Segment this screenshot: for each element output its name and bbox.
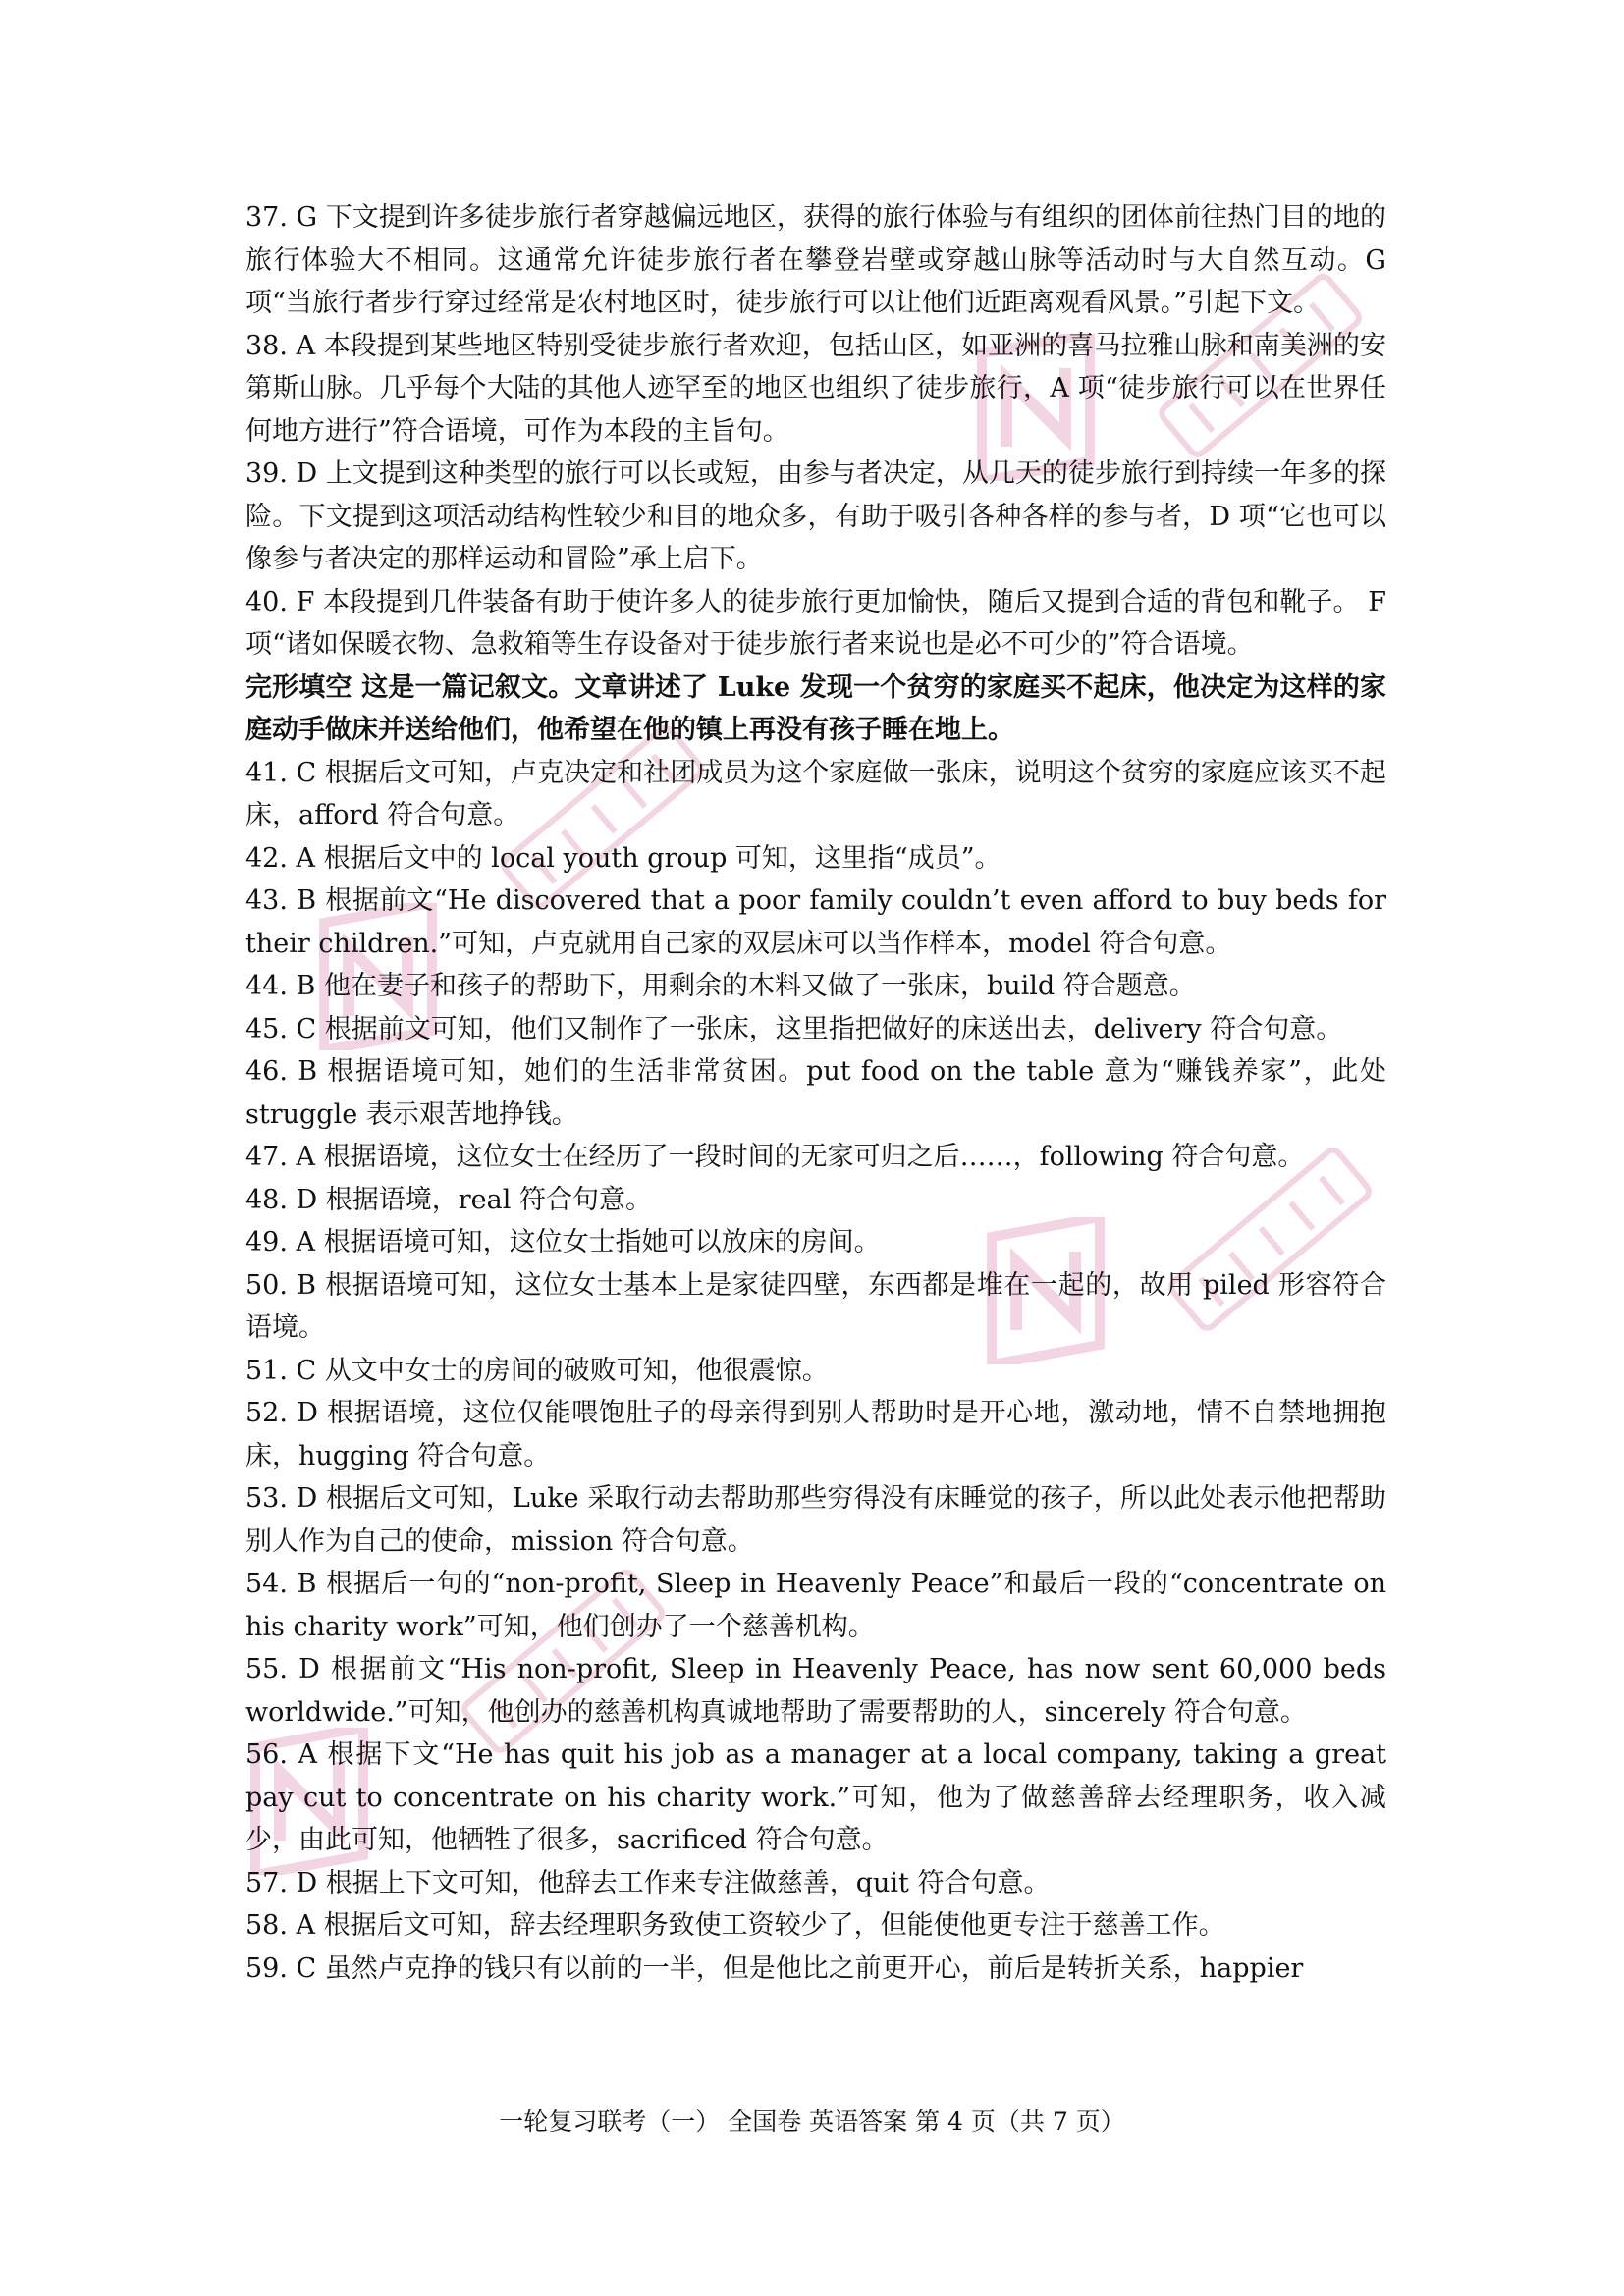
paragraph-58: 58. A 根据后文可知，辞去经理职务致使工资较少了，但能使他更专注于慈善工作。 — [245, 1910, 1225, 1941]
paragraph-40: 40. F 本段提到几件装备有助于使许多人的徒步旅行更加愉快，随后又提到合适的背包和靴子。 F 项“诸如保暖衣物、急救箱等生存设备对于徒步旅行者来说也是必不可少的”符合语境。 — [245, 586, 1386, 660]
page-footer: 一轮复习联考（一） 全国卷 英语答案 第 4 页（共 7 页） — [499, 2108, 1125, 2136]
paragraph-39: 39. D 上文提到这种类型的旅行可以长或短，由参与者决定，从几天的徒步旅行到持续一年多的探险。下文提到这项活动结构性较少和目的地众多，有助于吸引各种各样的参与者，D 项“它也可以像参与者决定的那样运动和冒险”承上启下。 — [245, 458, 1386, 574]
answer-text — [245, 196, 1386, 1990]
paragraph-47: 47. A 根据语境，这位女士在经历了一段时间的无家可归之后……，following 符合句意。 — [245, 1142, 1305, 1172]
paragraph-49: 49. A 根据语境可知，这位女士指她可以放床的房间。 — [245, 1227, 881, 1257]
section-heading-cloze: 完形填空 这是一篇记叙文。文章讲述了 Luke 发现一个贫穷的家庭买不起床，他决定为这样的家庭动手做床并送给他们，他希望在他的镇上再没有孩子睡在地上。 — [245, 671, 1386, 745]
paragraph-43: 43. B 根据前文“He discovered that a poor family couldn’t even afford to buy beds for their children.”可知，卢克就用自己家的双层床可以当作样本，model 符合句意。 — [245, 885, 1386, 959]
paragraph-56: 56. A 根据下文“He has quit his job as a manager at a local company, taking a great pay cut to concentrate on his charity work.”可知，他为了做慈善辞去经理职务，收入减少，由此可知，他牺牲了很多，sacrificed 符合句意。 — [245, 1739, 1386, 1855]
paragraph-42: 42. A 根据后文中的 local youth group 可知，这里指“成员”。 — [245, 842, 1001, 874]
paragraph-37: 37. G 下文提到许多徒步旅行者穿越偏远地区，获得的旅行体验与有组织的团体前往热门目的地的旅行体验大不相同。这通常允许徒步旅行者在攀登岩壁或穿越山脉等活动时与大自然互动。G 项“当旅行者步行穿过经常是农村地区时，徒步旅行可以让他们近距离观看风景。”引起下文。 — [245, 202, 1386, 318]
paragraph-45: 45. C 根据前文可知，他们又制作了一张床，这里指把做好的床送出去，delivery 符合句意。 — [245, 1013, 1343, 1044]
paragraph-55: 55. D 根据前文“His non-profit, Sleep in Heavenly Peace, has now sent 60,000 beds worldwide.”可知，他创办的慈善机构真诚地帮助了需要帮助的人，sincerely 符合句意。 — [245, 1654, 1386, 1728]
paragraph-46: 46. B 根据语境可知，她们的生活非常贫困。put food on the table 意为“赚钱养家”，此处 struggle 表示艰苦地挣钱。 — [245, 1056, 1386, 1130]
paragraph-50: 50. B 根据语境可知，这位女士基本上是家徒四壁，东西都是堆在一起的，故用 piled 形容符合语境。 — [245, 1269, 1386, 1343]
paragraph-53: 53. D 根据后文可知，Luke 采取行动去帮助那些穷得没有床睡觉的孩子，所以此处表示他把帮助别人作为自己的使命，mission 符合句意。 — [245, 1483, 1386, 1557]
paragraph-38: 38. A 本段提到某些地区特别受徒步旅行者欢迎，包括山区，如亚洲的喜马拉雅山脉和南美洲的安第斯山脉。几乎每个大陆的其他人迹罕至的地区也组织了徒步旅行，A 项“徒步旅行可以在世界任何地方进行”符合语境，可作为本段的主旨句。 — [245, 330, 1386, 447]
paragraph-51: 51. C 从文中女士的房间的破败可知，他很震惊。 — [245, 1355, 829, 1386]
paragraph-54: 54. B 根据后一句的“non-profit, Sleep in Heavenly Peace”和最后一段的“concentrate on his charity work”可知，他们创办了一个慈善机构。 — [245, 1569, 1386, 1642]
paragraph-57: 57. D 根据上下文可知，他辞去工作来专注做慈善，quit 符合句意。 — [245, 1867, 1051, 1898]
paragraph-59: 59. C 虽然卢克挣的钱只有以前的一半，但是他比之前更开心，前后是转折关系，happier — [245, 1952, 1304, 1984]
paragraph-44: 44. B 他在妻子和孩子的帮助下，用剩余的木料又做了一张床，build 符合题意。 — [245, 971, 1196, 1001]
paragraph-52: 52. D 根据语境，这位仅能喂饱肚子的母亲得到别人帮助时是开心地，激动地，情不自禁地拥抱床，hugging 符合句意。 — [245, 1398, 1386, 1471]
paragraph-48: 48. D 根据语境，real 符合句意。 — [245, 1184, 652, 1215]
paragraph-41: 41. C 根据后文可知，卢克决定和社团成员为这个家庭做一张床，说明这个贫穷的家庭应该买不起床，afford 符合句意。 — [245, 757, 1386, 830]
